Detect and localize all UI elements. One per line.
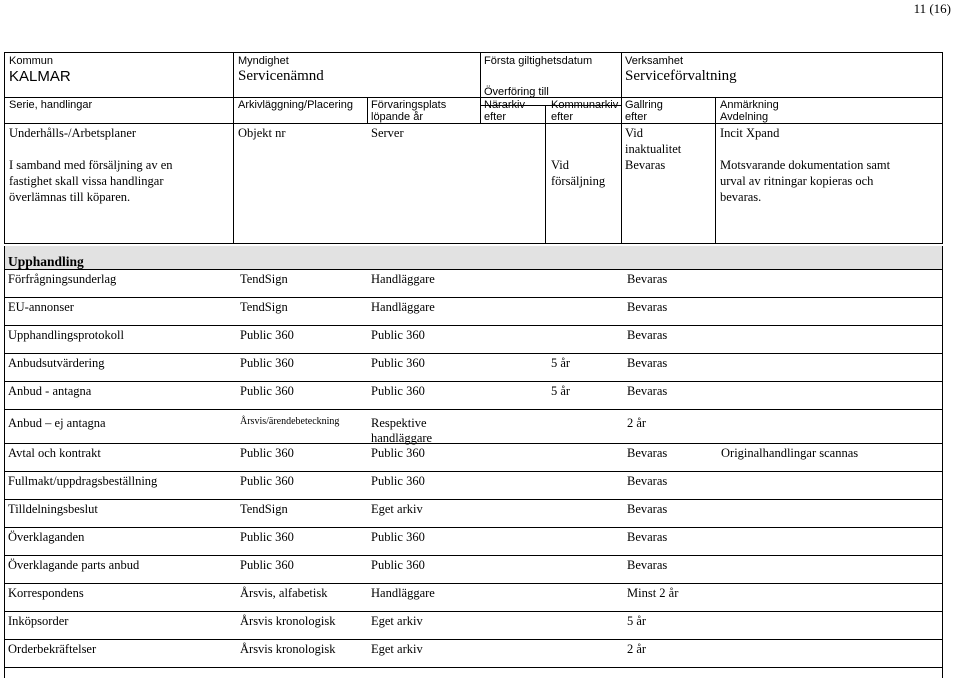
row-forvaring: Respektive — [371, 416, 427, 430]
row-overforing: 5 år — [551, 384, 571, 398]
row-arkiv: Public 360 — [240, 558, 294, 572]
table-row — [5, 500, 942, 528]
row-name: Anbudsutvärdering — [8, 356, 105, 370]
row-forvaring-line2: handläggare — [371, 431, 433, 445]
header-row4-c6a: Motsvarande dokumentation samt — [720, 158, 891, 172]
table-row — [5, 612, 942, 640]
arkivlaggning-label: Arkivläggning/Placering — [238, 99, 353, 111]
header-row3-c2: Objekt nr — [238, 126, 286, 140]
row-gallring: 5 år — [627, 614, 647, 628]
lopande-ar-label: löpande år — [371, 111, 423, 123]
row-name: Anbud – ej antagna — [8, 416, 106, 430]
table-row — [5, 556, 942, 584]
row-forvaring: Handläggare — [371, 300, 435, 314]
row-overforing: 5 år — [551, 356, 571, 370]
header-row3-c5b: inaktualitet — [625, 142, 682, 156]
header-row3-c6: Incit Xpand — [720, 126, 780, 140]
row-arkiv: Public 360 — [240, 446, 294, 460]
row-gallring: Bevaras — [627, 474, 668, 488]
row-name: Tilldelningsbeslut — [8, 502, 98, 516]
kommunarkiv-efter-label: efter — [551, 111, 574, 123]
myndighet-value: Servicenämnd — [238, 68, 324, 84]
header-row4-c4a: Vid — [551, 158, 569, 172]
kommun-label: Kommun — [9, 55, 54, 67]
row-gallring: Bevaras — [627, 502, 668, 516]
myndighet-label: Myndighet — [238, 55, 289, 67]
row-gallring: Bevaras — [627, 446, 668, 460]
row-forvaring: Eget arkiv — [371, 642, 423, 656]
section-title: Upphandling — [8, 254, 84, 269]
row-forvaring: Handläggare — [371, 272, 435, 286]
table-row — [5, 382, 942, 410]
header-row4-c6b: urval av ritningar kopieras och — [720, 174, 874, 188]
header-row3-c5a: Vid — [625, 126, 643, 140]
row-gallring: 2 år — [627, 642, 647, 656]
row-forvaring: Public 360 — [371, 356, 425, 370]
header-row4-c6c: bevaras. — [720, 190, 762, 204]
row-arkiv: Public 360 — [240, 530, 294, 544]
header-row4-c1b: fastighet skall vissa handlingar — [9, 174, 164, 188]
header-row4-c4b: försäljning — [551, 174, 606, 188]
table-row — [5, 444, 942, 472]
avdelning-label: Avdelning — [720, 111, 769, 123]
row-forvaring: Public 360 — [371, 328, 425, 342]
table-row — [5, 326, 942, 354]
gallring-efter-label: efter — [625, 111, 648, 123]
row-name: Fullmakt/uppdragsbeställning — [8, 474, 158, 488]
header-row3-c1: Underhålls-/Arbetsplaner — [9, 126, 137, 140]
table-row — [5, 298, 942, 326]
row-arkiv: Årsvis kronologisk — [240, 642, 336, 656]
header-row4-c1a: I samband med försäljning av en — [9, 158, 173, 172]
row-name: Korrespondens — [8, 586, 84, 600]
row-forvaring: Eget arkiv — [371, 502, 423, 516]
row-gallring: Bevaras — [627, 530, 668, 544]
row-arkiv: Public 360 — [240, 356, 294, 370]
page-number: 11 (16) — [913, 1, 951, 16]
row-gallring: Bevaras — [627, 328, 668, 342]
row-gallring: Minst 2 år — [627, 586, 679, 600]
row-name: Avtal och kontrakt — [8, 446, 101, 460]
row-forvaring: Handläggare — [371, 586, 435, 600]
row-gallring: Bevaras — [627, 384, 668, 398]
row-arkiv: TendSign — [240, 272, 288, 286]
forvaringsplats-label: Förvaringsplats — [371, 99, 447, 111]
nararkiv-efter-label: efter — [484, 111, 507, 123]
row-arkiv: Årsvis kronologisk — [240, 614, 336, 628]
row-name: Överklagande parts anbud — [8, 558, 140, 572]
row-name: Förfrågningsunderlag — [8, 272, 117, 286]
row-arkiv: Årsvis, alfabetisk — [240, 586, 328, 600]
header-row3-c3: Server — [371, 126, 404, 140]
row-arkiv: Public 360 — [240, 474, 294, 488]
nararkiv-label: Närarkiv — [484, 99, 525, 111]
table-row — [5, 640, 942, 668]
row-forvaring: Eget arkiv — [371, 614, 423, 628]
anmarkning-label: Anmärkning — [720, 99, 779, 111]
row-name: Anbud - antagna — [8, 384, 92, 398]
header-row4-c1c: överlämnas till köparen. — [9, 190, 131, 204]
row-gallring: Bevaras — [627, 300, 668, 314]
forsta-giltighetsdatum-label: Första giltighetsdatum — [484, 55, 593, 67]
row-gallring: Bevaras — [627, 272, 668, 286]
verksamhet-label: Verksamhet — [625, 55, 684, 67]
row-arkiv: Public 360 — [240, 384, 294, 398]
row-forvaring: Public 360 — [371, 384, 425, 398]
row-forvaring: Public 360 — [371, 558, 425, 572]
row-gallring: Bevaras — [627, 356, 668, 370]
table-row — [5, 584, 942, 612]
row-name: EU-annonser — [8, 300, 74, 314]
row-arkiv: TendSign — [240, 502, 288, 516]
row-forvaring: Public 360 — [371, 446, 425, 460]
table-row — [5, 354, 942, 382]
upphandling-section — [4, 246, 943, 678]
gallring-label: Gallring — [625, 99, 663, 111]
header-row4-c5: Bevaras — [625, 158, 666, 172]
table-row — [5, 472, 942, 500]
row-arkiv: Årsvis/ärendebeteckning — [240, 416, 340, 427]
serie-label: Serie, handlingar — [9, 99, 93, 111]
row-name: Inköpsorder — [8, 614, 69, 628]
table-row — [5, 270, 942, 298]
row-gallring: 2 år — [627, 416, 647, 430]
verksamhet-value: Serviceförvaltning — [625, 68, 737, 84]
section-header — [5, 246, 942, 270]
row-forvaring: Public 360 — [371, 474, 425, 488]
row-name: Överklaganden — [8, 530, 85, 544]
table-row — [5, 528, 942, 556]
row-name: Orderbekräftelser — [8, 642, 97, 656]
row-arkiv: Public 360 — [240, 328, 294, 342]
row-gallring: Bevaras — [627, 558, 668, 572]
header-block — [4, 52, 943, 244]
table-row — [5, 410, 942, 444]
row-name: Upphandlingsprotokoll — [8, 328, 124, 342]
row-forvaring: Public 360 — [371, 530, 425, 544]
overforing-label: Överföring till — [484, 86, 549, 98]
row-arkiv: TendSign — [240, 300, 288, 314]
kommunarkiv-label: Kommunarkiv — [551, 99, 619, 111]
row-anmarkning: Originalhandlingar scannas — [721, 446, 859, 460]
kommun-value: KALMAR — [9, 68, 71, 85]
